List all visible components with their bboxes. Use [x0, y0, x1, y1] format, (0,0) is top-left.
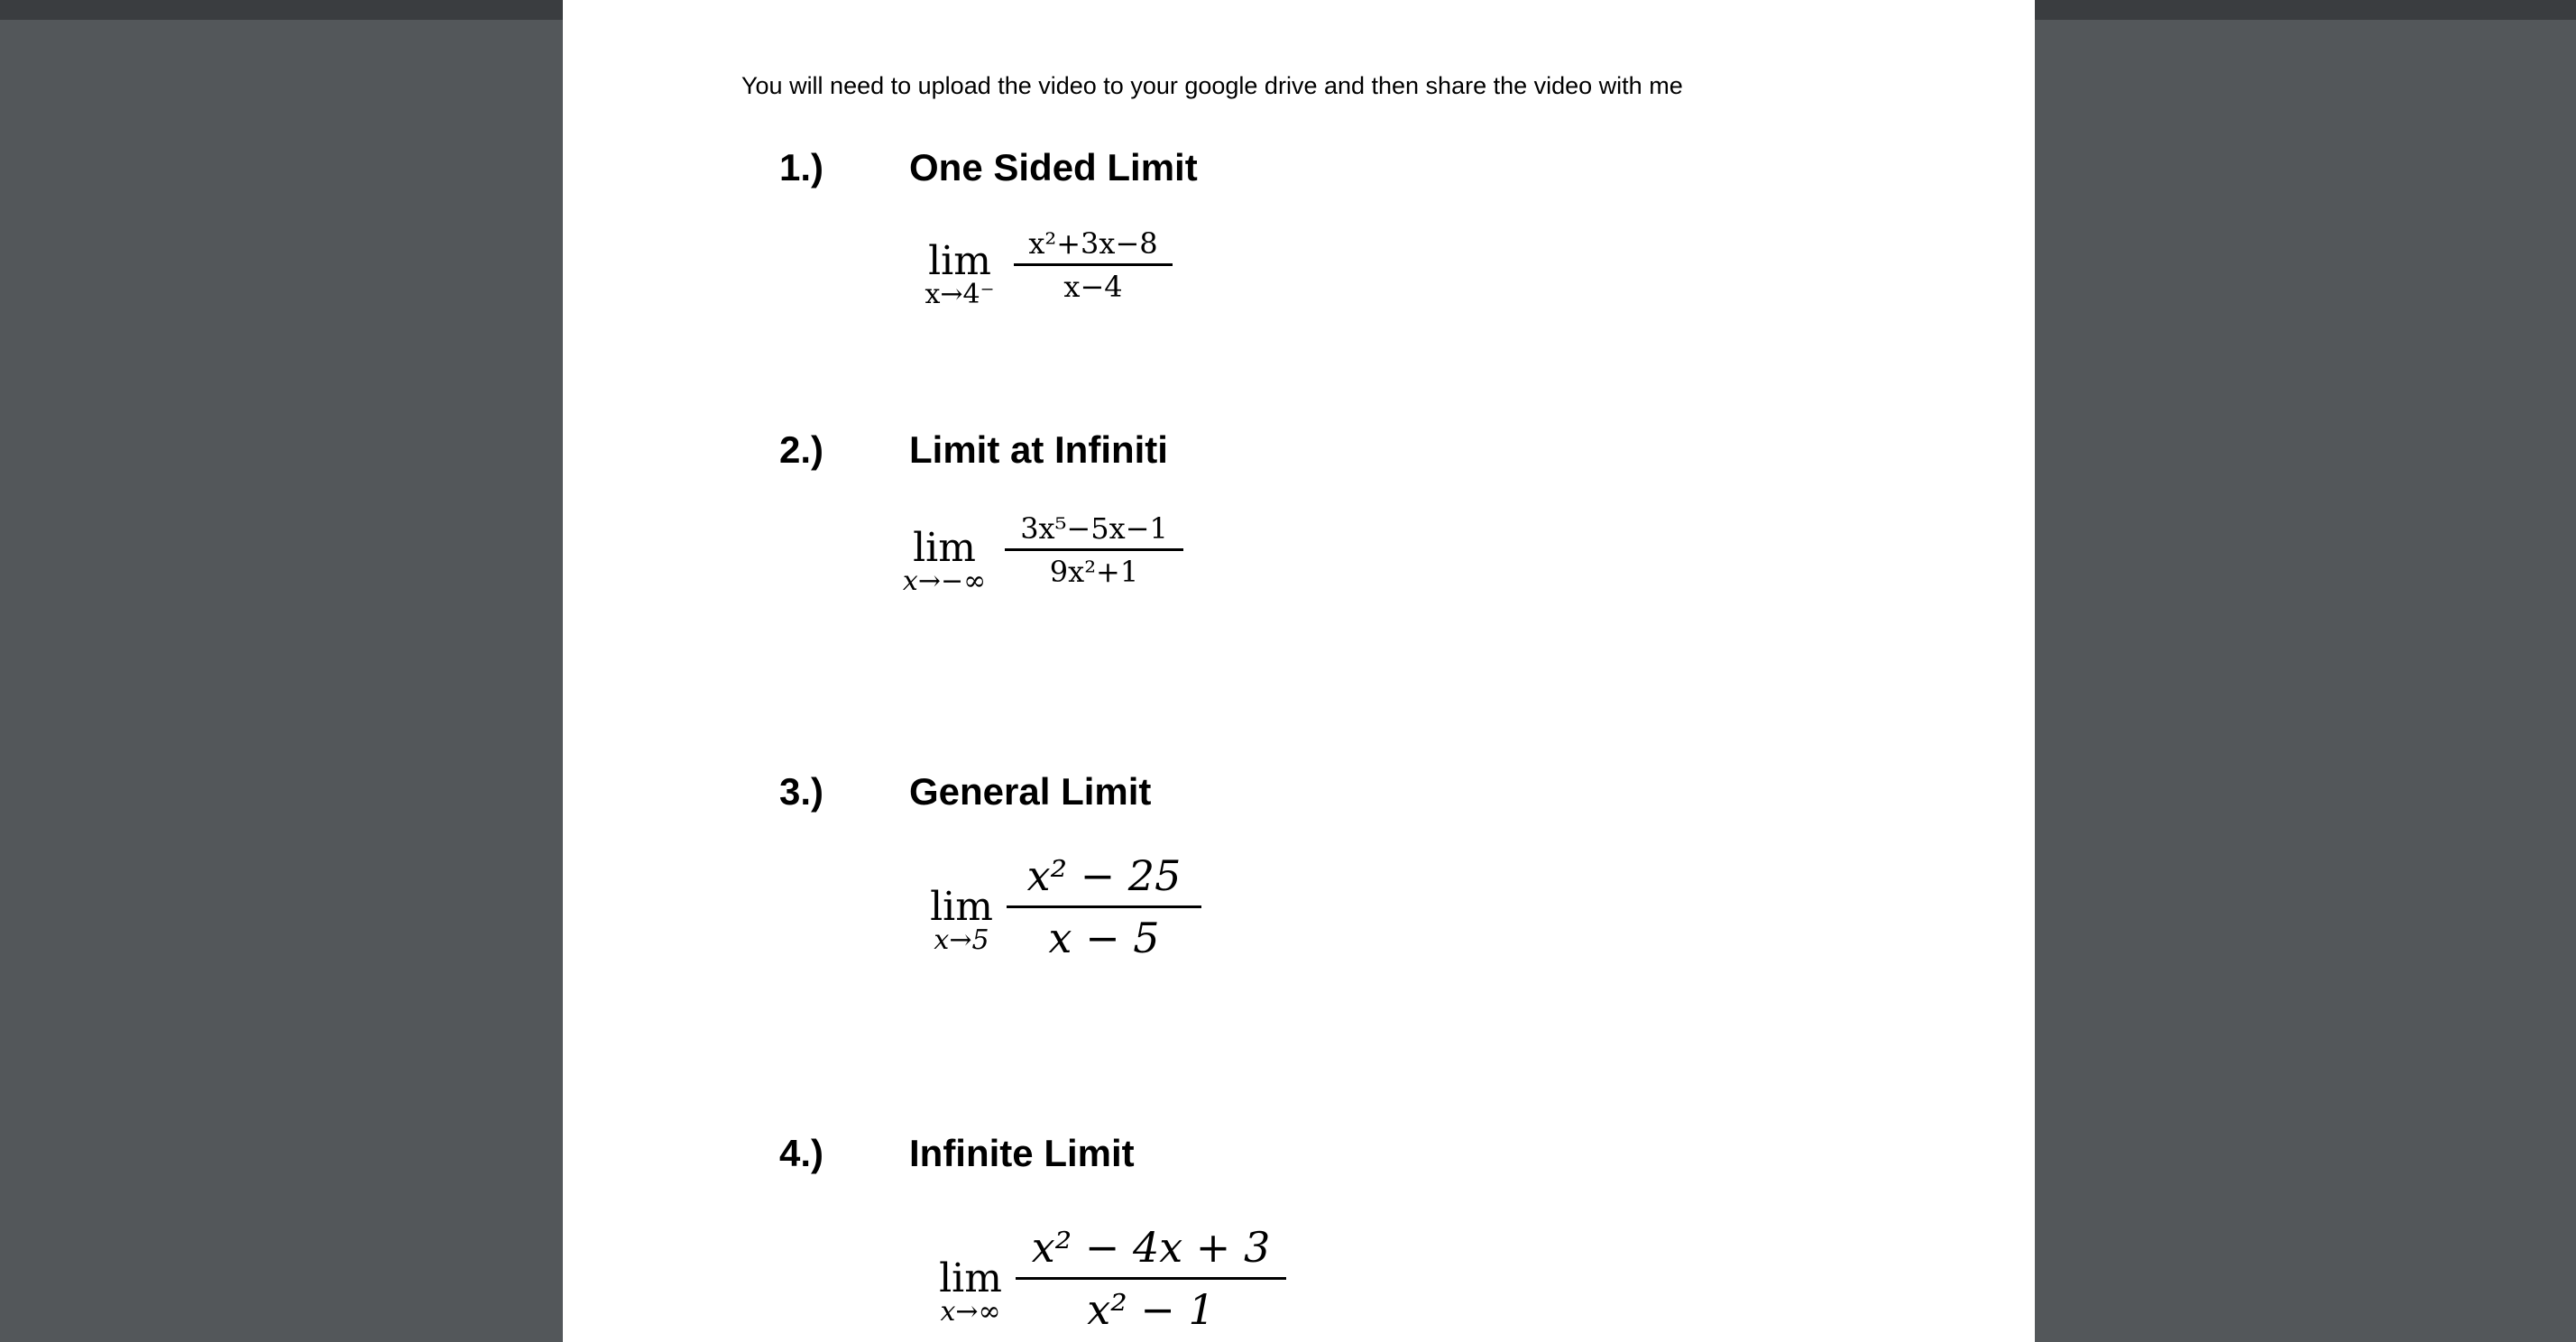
- lim-approach: x→∞: [940, 1296, 1001, 1328]
- problem-2-number: 2.): [779, 428, 824, 471]
- numerator: x²+3x−8: [1028, 226, 1158, 261]
- denominator: x² − 1: [1087, 1285, 1215, 1334]
- denominator: x − 5: [1048, 914, 1160, 962]
- fraction: [1014, 224, 1173, 308]
- lim-approach: x→4⁻: [925, 279, 995, 310]
- numerator: x² − 25: [1026, 851, 1182, 900]
- fraction: [1005, 509, 1183, 593]
- denominator: x−4: [1063, 270, 1123, 304]
- lim-operator: [925, 1255, 1016, 1328]
- problem-4-number: 4.): [779, 1132, 824, 1174]
- lim-word: lim: [930, 884, 993, 930]
- lim-operator: [895, 525, 994, 597]
- denominator: 9x²+1: [1049, 555, 1139, 589]
- document-page: [563, 0, 2035, 1342]
- lim-operator: [915, 238, 1005, 310]
- fraction: [1007, 846, 1201, 968]
- problem-1-number: 1.): [779, 146, 824, 188]
- numerator: x² − 4x + 3: [1031, 1223, 1271, 1272]
- problem-4-title: Infinite Limit: [909, 1132, 1135, 1174]
- lim-word: lim: [939, 1255, 1002, 1301]
- lim-word: lim: [928, 238, 991, 284]
- problem-2-title: Limit at Infiniti: [909, 428, 1168, 471]
- problem-3-number: 3.): [779, 770, 824, 813]
- lim-operator: [925, 884, 998, 956]
- problem-3-title: General Limit: [909, 770, 1152, 813]
- intro-text: You will need to upload the video to your google drive and then share the video with me: [741, 72, 1683, 99]
- lim-approach: x→−∞: [902, 565, 987, 597]
- numerator: 3x⁵−5x−1: [1020, 511, 1168, 546]
- fraction: [1016, 1218, 1286, 1339]
- lim-approach: x→5: [934, 924, 989, 956]
- problem-1-title: One Sided Limit: [909, 146, 1198, 188]
- lim-word: lim: [913, 525, 976, 571]
